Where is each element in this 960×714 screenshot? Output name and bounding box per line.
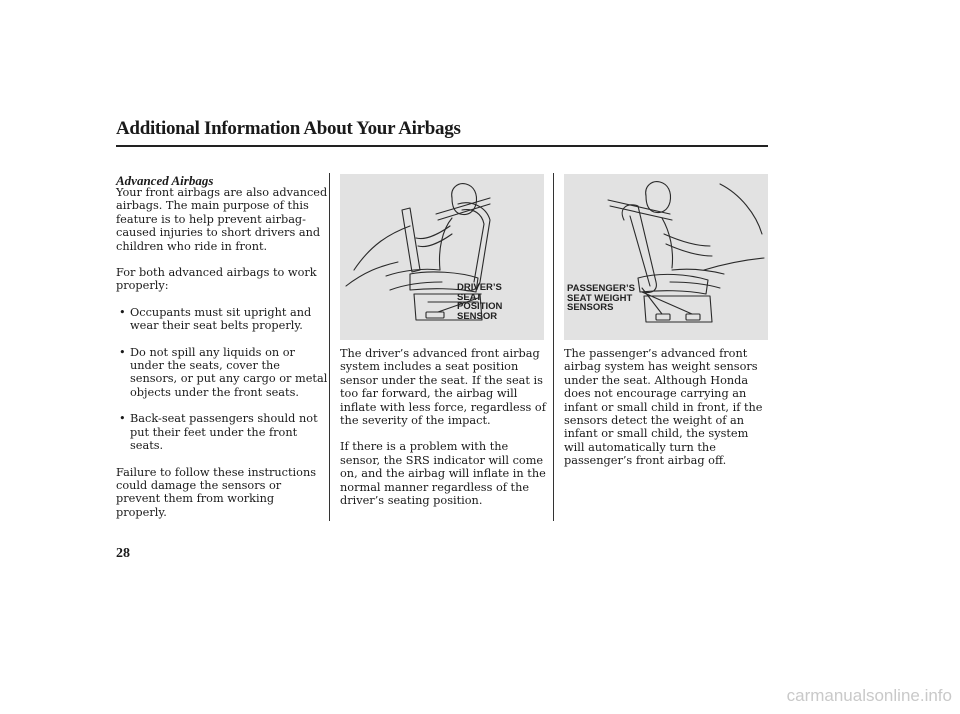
bullet-dot-icon: • (119, 305, 126, 319)
driver-sensor-paragraph: The driver’s advanced front airbag system includes a seat position sensor under the seat. If the seat is too far forward, the airbag will inflate with less force, regardless of the severity of the impact. (340, 347, 546, 428)
bullet-item (116, 412, 328, 452)
passenger-seat-illustration (564, 174, 768, 340)
intro-paragraph: Your front airbags are also advanced airbags. The main purpose of this feature is to help prevent airbag-caused injuries to short drivers and children who ride in front. (116, 186, 328, 253)
bullet-text: Back-seat passengers should not put their feet under the front seats. (130, 412, 318, 453)
bullet-text: Occupants must sit upright and wear their seat belts properly. (130, 305, 312, 333)
page-title: Additional Information About Your Airbags (116, 118, 461, 139)
column-1 (116, 186, 328, 532)
warning-paragraph: Failure to follow these instructions could damage the sensors or prevent them from working properly. (116, 465, 317, 519)
driver-seat-sensor-label: DRIVER’S SEAT POSITION SENSOR (457, 282, 503, 322)
bullet-dot-icon: • (119, 412, 126, 426)
column-2 (340, 347, 550, 520)
page-number: 28 (116, 546, 130, 561)
bullet-item (116, 346, 328, 400)
driver-seat-illustration (340, 174, 544, 340)
column-3 (564, 347, 768, 481)
passenger-weight-sensor-label: PASSENGER’S SEAT WEIGHT SENSORS (567, 283, 635, 314)
title-rule (116, 145, 768, 147)
section-subheading: Advanced Airbags (116, 173, 214, 188)
column-divider-1 (329, 173, 330, 521)
watermark: carmanualsonline.info (786, 686, 952, 705)
bullet-text: Do not spill any liquids on or under the seats, cover the sensors, or put any cargo or metal objects under the front seats. (130, 345, 328, 399)
bullet-dot-icon: • (119, 345, 126, 359)
column-divider-2 (553, 173, 554, 521)
passenger-sensor-paragraph: The passenger’s advanced front airbag system has weight sensors under the seat. Although Honda does not encourage carrying an infant or small child in front, if the sensors detect the weight of an infant or small child, the system will automatically turn the passenger’s front airbag off. (564, 347, 763, 468)
requirements-paragraph: For both advanced airbags to work properly: (116, 266, 317, 293)
bullet-item (116, 306, 328, 333)
sensor-problem-paragraph: If there is a problem with the sensor, the SRS indicator will come on, and the airbag will inflate in the normal manner regardless of the driver’s seating position. (340, 440, 546, 508)
